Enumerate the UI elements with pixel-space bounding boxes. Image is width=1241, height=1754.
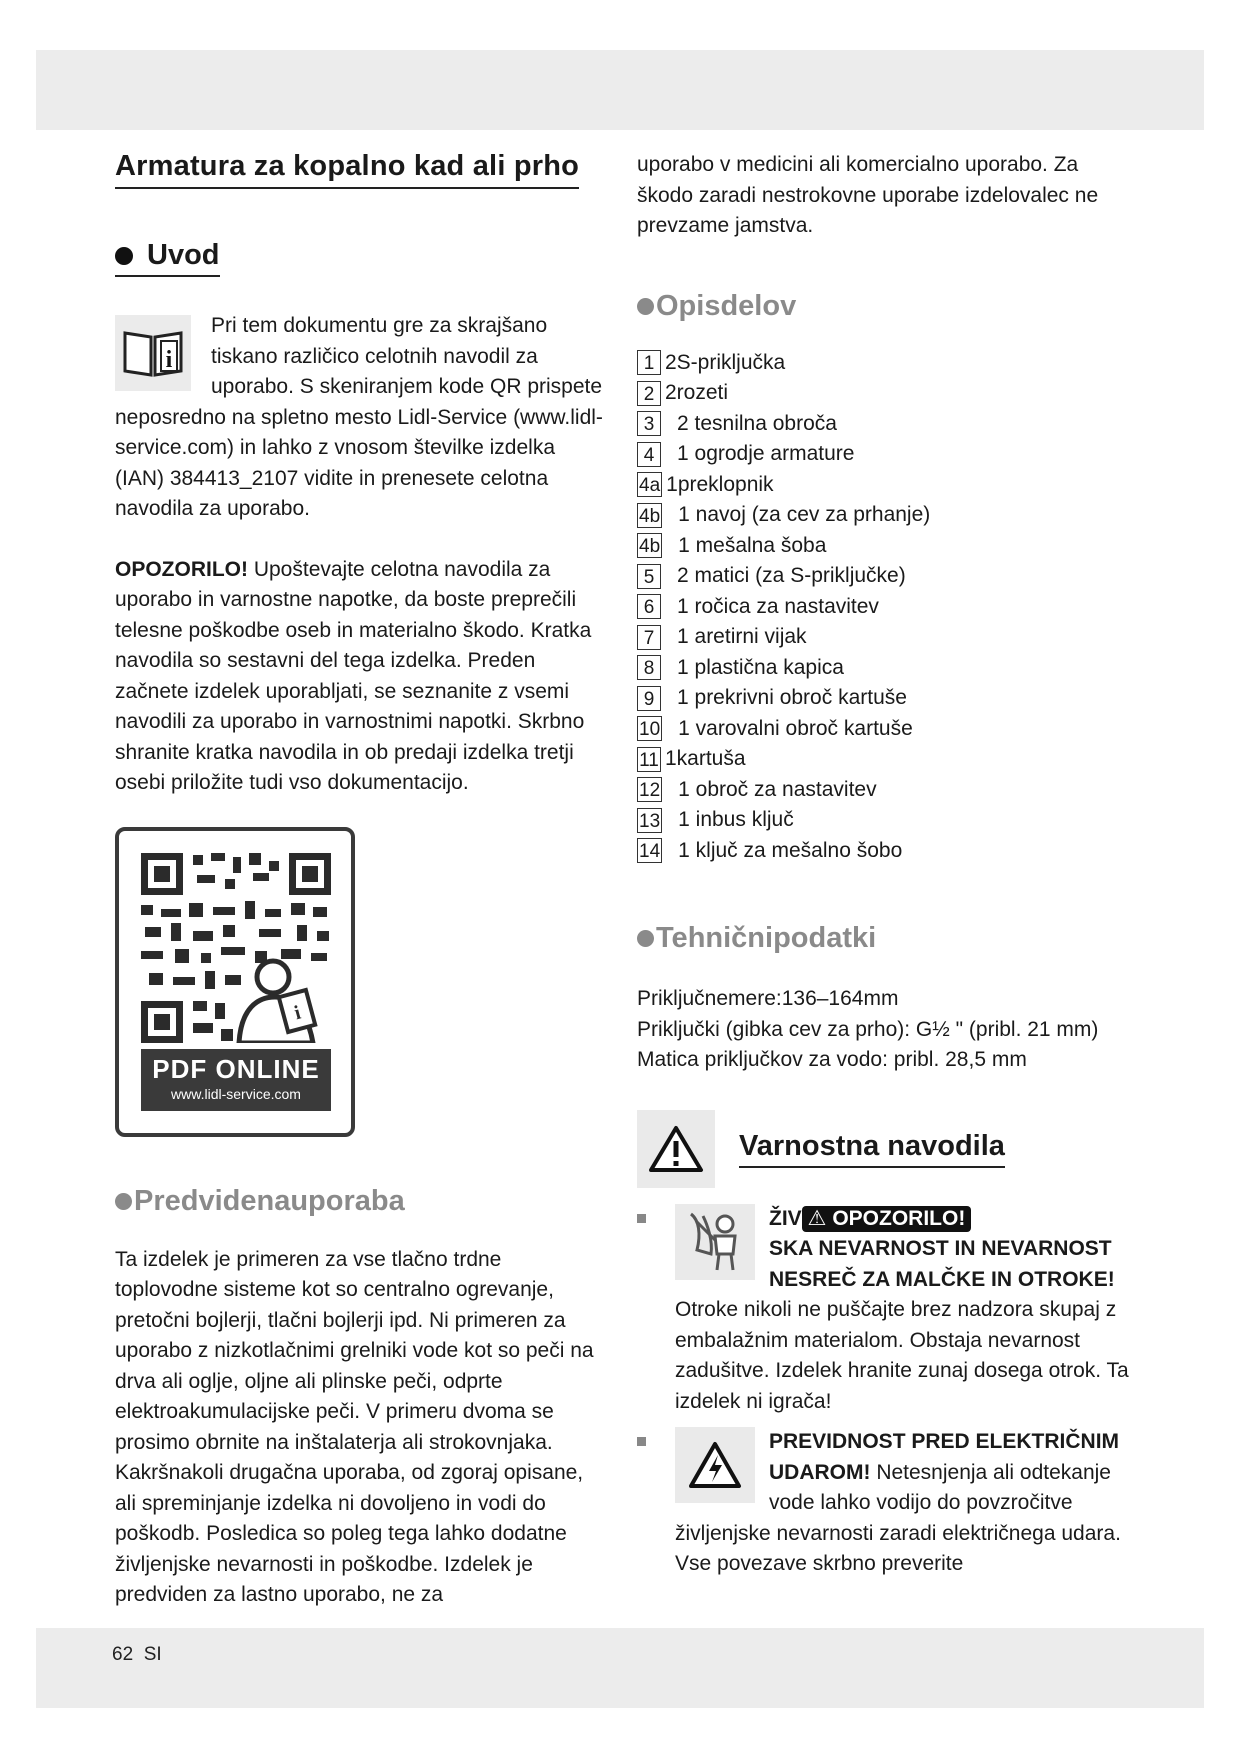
part-text: 1kartuša [665,747,746,771]
part-number: 6 [637,594,661,619]
part-text: 1 varovalni obroč kartuše [678,716,913,740]
part-text: 1 aretirni vijak [677,625,807,649]
safety-body-text: Otroke nikoli ne puščajte brez nadzora skupaj z embalažnim materialom. Obstaja nevarnost zadušitve. Izdelek hranite zunaj dosega otrok. Ta izdelek ni igrača! [675,1298,1129,1413]
part-number: 10 [637,716,662,741]
bullet-square-icon [637,1437,646,1446]
list-item [637,439,1137,470]
part-text: 1 prekrivni obroč kartuše [677,686,907,710]
list-item [637,500,1137,531]
warning-label: OPOZORILO! [115,557,248,581]
list-item [637,470,1137,501]
list-item [637,775,1137,806]
tech-heading [637,922,876,958]
pdf-online-label [141,1049,331,1111]
info-book-icon [115,315,191,391]
parts-list [637,348,1137,867]
part-text: 1 ogrodje armature [677,442,855,466]
intro-heading [115,239,220,277]
document-title: Armatura za kopalno kad ali prho [115,150,579,189]
list-item [637,836,1137,867]
safety-item-electric [637,1427,1137,1580]
part-number: 4 [637,442,661,467]
safety-bold-text: PREVIDNOST PRED ELEKTRIČNIM UDAROM! [769,1430,1120,1484]
list-item [637,592,1137,623]
list-item [637,714,1137,745]
language-code: SI [143,1644,162,1665]
qr-code [141,853,331,1043]
part-number: 1 [637,350,661,375]
intro-section [115,311,605,525]
list-item [637,531,1137,562]
part-text: 2 tesnilna obroča [677,411,837,435]
page-number [112,1644,162,1666]
part-number: 12 [637,777,662,802]
part-number: 7 [637,625,661,650]
intro-heading-text: Uvod [147,239,220,271]
intro-text: Pri tem dokumentu gre za skrajšano tiskano različico celotnih navodil za uporabo. S skeniranjem kode QR prispete neposredno na spletno mesto Lidl-Service (www.lidl-service.com) in lahko z vnosom številke izdelka (IAN) 384413_2107 vidite in prenesete celotna navodila za uporabo. [115,314,603,520]
svg-text:i: i [291,1001,304,1024]
part-number: 14 [637,838,662,863]
bullet-dot-icon [115,1193,132,1210]
bullet-dot-icon [637,298,654,315]
tech-line: Priključnemere:136–164mm [637,987,899,1010]
intended-use-text: Ta izdelek je primeren za vse tlačno trdne toplovodne sisteme kot so centralno ogrevanje, pretočni bojlerji, tlačni bojlerji ipd. Ni primeren za uporabo z nizkotlačnimi grelniki vode kot so peči na drva ali oglje, oljne ali plinske peči, odprte elektroakumulacijske peči. V primeru dvoma se prosimo obrnite na inštalaterja ali strokovnjaka. Kakršnakoli drugačna uporaba, od zgoraj opisane, ali spreminjanje izdelka ni dovoljeno in vodi do poškodb. Posledica so poleg tega lahko dodatne življenjske nevarnosti in poškodbe. Izdelek je predviden za lastno uporabo, ne za [115,1247,594,1606]
part-number: 9 [637,686,661,711]
part-text: 1 obroč za nastavitev [678,777,877,801]
bullet-square-icon [637,1214,646,1223]
qr-code-box[interactable] [115,827,355,1137]
left-column [115,150,605,1611]
bullet-dot-icon [115,247,133,265]
part-text: 1 plastična kapica [677,655,844,679]
page-number-value: 62 [112,1644,134,1665]
right-column [637,150,1137,1580]
bullet-dot-icon [637,930,654,947]
part-number: 8 [637,655,661,680]
safety-heading: Varnostna navodila [739,1130,1005,1168]
intended-use-heading [115,1185,405,1221]
part-text: 2 matici (za S-priključke) [677,564,906,588]
list-item [637,653,1137,684]
tech-data [637,984,1137,1076]
part-text: 1 ključ za mešalno šobo [678,838,903,862]
list-item [637,622,1137,653]
list-item [637,348,1137,379]
part-text: 2rozeti [665,381,729,405]
electric-hazard-icon [675,1427,755,1503]
list-item [637,805,1137,836]
part-number: 3 [637,411,661,436]
part-text: 1 mešalna šoba [678,533,827,557]
parts-heading [637,290,796,326]
list-item [637,561,1137,592]
safety-item-child [637,1204,1137,1418]
part-number: 13 [637,808,662,833]
part-text: 1 navoj (za cev za prhanje) [678,503,931,527]
warning-paragraph [115,555,605,799]
pdf-online-text: PDF ONLINE [152,1053,320,1084]
tech-heading-text: Tehničnipodatki [656,922,877,954]
warning-text: Upoštevajte celotna navodila za uporabo in varnostne napotke, da boste preprečili telesne poškodbe oseb in materialno škodo. Kratka navodila so sestavni del tega izdelka. Preden začnete izdelek uporabljati, se seznanite z vsemi navodili za uporabo in varnostnimi napotki. Skrbno shranite kratka navodila in ob predaji izdelka tretji osebi priložite tudi vso dokumentacijo. [115,557,592,794]
list-item [637,683,1137,714]
part-text: 1preklopnik [666,472,774,496]
safety-header [637,1110,1137,1188]
svg-text:i: i [165,347,173,373]
part-number: 4b [637,533,662,558]
continued-text: uporabo v medicini ali komercialno uporabo. Za škodo zaradi nestrokovne uporabe izdelovalec ne prevzame jamstva. [637,153,1099,237]
header-band [36,50,1204,130]
safety-body-text: Netesnjenja ali odtekanje vode lahko vodijo do povzročitve življenjske nevarnosti zaradi električnega udara. Vse povezave skrbno preverite [675,1460,1121,1575]
safety-prefix: ŽIV [769,1206,802,1230]
footer-band [36,1628,1204,1708]
part-text: 1 ročica za nastavitev [677,594,879,618]
warning-badge: ⚠ OPOZORILO! [802,1206,972,1232]
tech-line: Matica priključkov za vodo: pribl. 28,5 mm [637,1048,1027,1071]
parts-heading-text: Opisdelov [656,289,797,322]
list-item [637,409,1137,440]
tech-line: Priključki (gibka cev za prho): G½ " (pribl. 21 mm) [637,1017,1099,1041]
pdf-online-url[interactable]: www.lidl-service.com [171,1085,301,1102]
intended-use-heading-text: Predvidenauporaba [134,1184,405,1217]
safety-bold-text: SKA NEVARNOST IN NEVARNOST NESREČ ZA MALČKE IN OTROKE! [769,1237,1115,1291]
part-number: 4a [637,472,662,497]
list-item [637,378,1137,409]
list-item [637,744,1137,775]
part-number: 2 [637,381,661,406]
child-hazard-icon [675,1204,755,1280]
part-text: 1 inbus ključ [678,808,794,832]
part-text: 2S-priključka [665,350,786,374]
warning-triangle-icon [637,1110,715,1188]
part-number: 11 [637,747,661,772]
part-number: 4b [637,503,662,528]
warning-badge-text: OPOZORILO! [832,1206,966,1230]
part-number: 5 [637,564,661,589]
